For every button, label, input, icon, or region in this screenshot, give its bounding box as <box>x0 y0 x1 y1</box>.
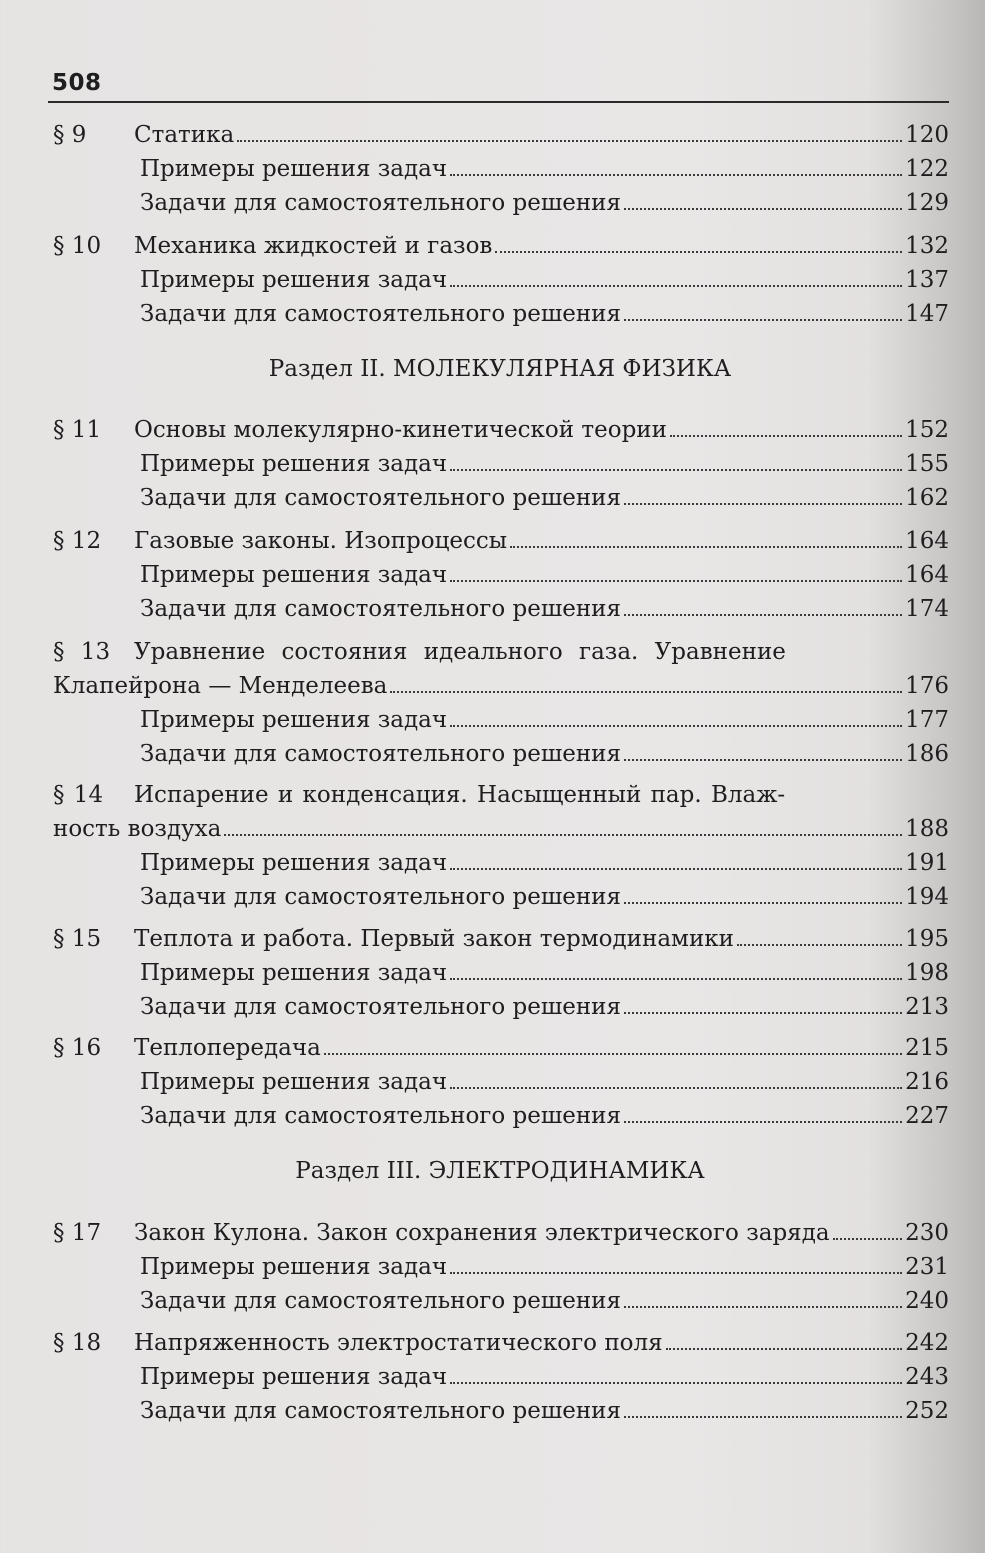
dot-leader <box>450 580 902 582</box>
toc-entry <box>53 1214 949 1248</box>
entry-title: Задачи для самостоятельного решения <box>140 741 622 767</box>
header-rule <box>48 101 949 103</box>
toc-entry <box>53 445 949 479</box>
section-number: § 11 <box>53 417 102 443</box>
page-ref: 213 <box>905 994 949 1020</box>
entry-title: Примеры решения задач <box>140 156 448 182</box>
entry-title-line1: Уравнение состояния идеального газа. Уравнение <box>134 639 786 665</box>
page-ref: 164 <box>905 562 949 588</box>
dot-leader <box>624 1416 902 1418</box>
entry-title: Задачи для самостоятельного решения <box>140 994 622 1020</box>
page-ref: 240 <box>905 1288 949 1314</box>
dot-leader <box>237 140 902 142</box>
dot-leader <box>624 208 902 210</box>
entry-title: Механика жидкостей и газов <box>134 233 493 259</box>
entry-title: Клапейрона — Менделеева <box>53 673 388 699</box>
page-ref: 122 <box>905 156 949 182</box>
dot-leader <box>450 285 902 287</box>
entry-title: Газовые законы. Изопроцессы <box>134 528 508 554</box>
entry-title: Задачи для самостоятельного решения <box>140 1398 622 1424</box>
dot-leader <box>624 319 902 321</box>
dot-leader <box>624 902 902 904</box>
section-number: § 16 <box>53 1035 102 1061</box>
entry-title-line1: Испарение и конденсация. Насыщенный пар. Влаж- <box>134 782 786 808</box>
toc-entry <box>53 988 949 1022</box>
entry-title: Задачи для самостоятельного решения <box>140 884 622 910</box>
page-ref: 137 <box>905 267 949 293</box>
page-ref: 215 <box>905 1035 949 1061</box>
page-ref: 188 <box>905 816 949 842</box>
dot-leader <box>624 759 902 761</box>
page-ref: 216 <box>905 1069 949 1095</box>
dot-leader <box>510 546 902 548</box>
dot-leader <box>495 251 902 253</box>
dot-leader <box>224 834 902 836</box>
entry-title: Примеры решения задач <box>140 1364 448 1390</box>
page-ref: 164 <box>905 528 949 554</box>
toc-entry <box>53 878 949 912</box>
entry-title: Напряженность электростатического поля <box>134 1330 663 1356</box>
dot-leader <box>624 1012 902 1014</box>
toc-entry <box>53 954 949 988</box>
entry-title: Задачи для самостоятельного решения <box>140 301 622 327</box>
page-ref: 243 <box>905 1364 949 1390</box>
dot-leader <box>624 614 902 616</box>
entry-title: Задачи для самостоятельного решения <box>140 596 622 622</box>
page-ref: 174 <box>905 596 949 622</box>
page-ref: 252 <box>905 1398 949 1424</box>
entry-title: ность воздуха <box>53 816 222 842</box>
toc-entry <box>53 411 949 445</box>
entry-title: Закон Кулона. Закон сохранения электрического заряда <box>134 1220 830 1246</box>
entry-title: Задачи для самостоятельного решения <box>140 1103 622 1129</box>
toc-entry <box>53 1392 949 1426</box>
toc-entry <box>53 116 949 150</box>
dot-leader <box>450 1382 902 1384</box>
toc-entry <box>53 735 949 769</box>
entry-title: Примеры решения задач <box>140 451 448 477</box>
entry-title: Примеры решения задач <box>140 1069 448 1095</box>
dot-leader <box>450 1272 902 1274</box>
toc-entry <box>53 184 949 218</box>
dot-leader <box>450 1087 902 1089</box>
entry-title: Задачи для самостоятельного решения <box>140 1288 622 1314</box>
toc-entry <box>53 227 949 261</box>
entry-title: Примеры решения задач <box>140 562 448 588</box>
section-number: § 14 <box>53 782 104 808</box>
page-ref: 129 <box>905 190 949 216</box>
toc-entry <box>53 1097 949 1131</box>
section-number: § 10 <box>53 233 102 259</box>
page-ref: 231 <box>905 1254 949 1280</box>
page-ref: 194 <box>905 884 949 910</box>
toc-entry <box>53 1063 949 1097</box>
entry-title: Теплопередача <box>134 1035 321 1061</box>
dot-leader <box>324 1053 902 1055</box>
entry-title: Примеры решения задач <box>140 850 448 876</box>
entry-title: Примеры решения задач <box>140 960 448 986</box>
page-ref: 230 <box>905 1220 949 1246</box>
entry-title: Примеры решения задач <box>140 1254 448 1280</box>
entry-title: Задачи для самостоятельного решения <box>140 485 622 511</box>
page-ref: 152 <box>905 417 949 443</box>
entry-title: Задачи для самостоятельного решения <box>140 190 622 216</box>
page-ref: 198 <box>905 960 949 986</box>
dot-leader <box>450 174 902 176</box>
dot-leader <box>624 1306 902 1308</box>
toc-entry <box>53 1358 949 1392</box>
page-ref: 120 <box>905 122 949 148</box>
toc-entry <box>53 261 949 295</box>
toc-entry-line1 <box>53 776 793 810</box>
dot-leader <box>833 1238 902 1240</box>
toc-entry <box>53 844 949 878</box>
toc-entry <box>53 1282 949 1316</box>
dot-leader <box>666 1348 902 1350</box>
toc-entry <box>53 479 949 513</box>
toc-entry <box>53 295 949 329</box>
toc-entry <box>53 556 949 590</box>
section-number: § 9 <box>53 122 87 148</box>
section-number: § 17 <box>53 1220 102 1246</box>
entry-title: Теплота и работа. Первый закон термодинамики <box>134 926 734 952</box>
page-ref: 176 <box>905 673 949 699</box>
toc-entry <box>53 522 949 556</box>
dot-leader <box>624 1121 902 1123</box>
section-number: § 18 <box>53 1330 102 1356</box>
page-number: 508 <box>52 70 102 96</box>
toc-entry <box>53 150 949 184</box>
page-ref: 147 <box>905 301 949 327</box>
entry-title: Статика <box>134 122 235 148</box>
toc-entry <box>53 920 949 954</box>
page-ref: 155 <box>905 451 949 477</box>
page-ref: 242 <box>905 1330 949 1356</box>
page-ref: 162 <box>905 485 949 511</box>
toc-entry <box>53 667 949 701</box>
dot-leader <box>624 503 902 505</box>
page-ref: 227 <box>905 1103 949 1129</box>
section-heading: Раздел III. ЭЛЕКТРОДИНАМИКА <box>295 1158 705 1184</box>
dot-leader <box>450 978 902 980</box>
dot-leader <box>450 725 902 727</box>
toc-entry <box>53 1324 949 1358</box>
section-number: § 12 <box>53 528 102 554</box>
toc-entry <box>53 810 949 844</box>
dot-leader <box>390 691 902 693</box>
dot-leader <box>450 868 902 870</box>
entry-title: Примеры решения задач <box>140 707 448 733</box>
toc-entry-line1 <box>53 633 793 667</box>
toc-entry <box>53 1029 949 1063</box>
page-ref: 191 <box>905 850 949 876</box>
toc-entry <box>53 1248 949 1282</box>
section-heading: Раздел II. МОЛЕКУЛЯРНАЯ ФИЗИКА <box>268 356 732 382</box>
section-number: § 15 <box>53 926 102 952</box>
page-ref: 132 <box>905 233 949 259</box>
entry-title: Основы молекулярно-кинетической теории <box>134 417 667 443</box>
entry-title: Примеры решения задач <box>140 267 448 293</box>
dot-leader <box>450 469 902 471</box>
page-ref: 195 <box>905 926 949 952</box>
dot-leader <box>670 435 902 437</box>
dot-leader <box>737 944 902 946</box>
section-number: § 13 <box>53 639 111 665</box>
page-ref: 177 <box>905 707 949 733</box>
toc-entry <box>53 701 949 735</box>
page-ref: 186 <box>905 741 949 767</box>
toc-entry <box>53 590 949 624</box>
